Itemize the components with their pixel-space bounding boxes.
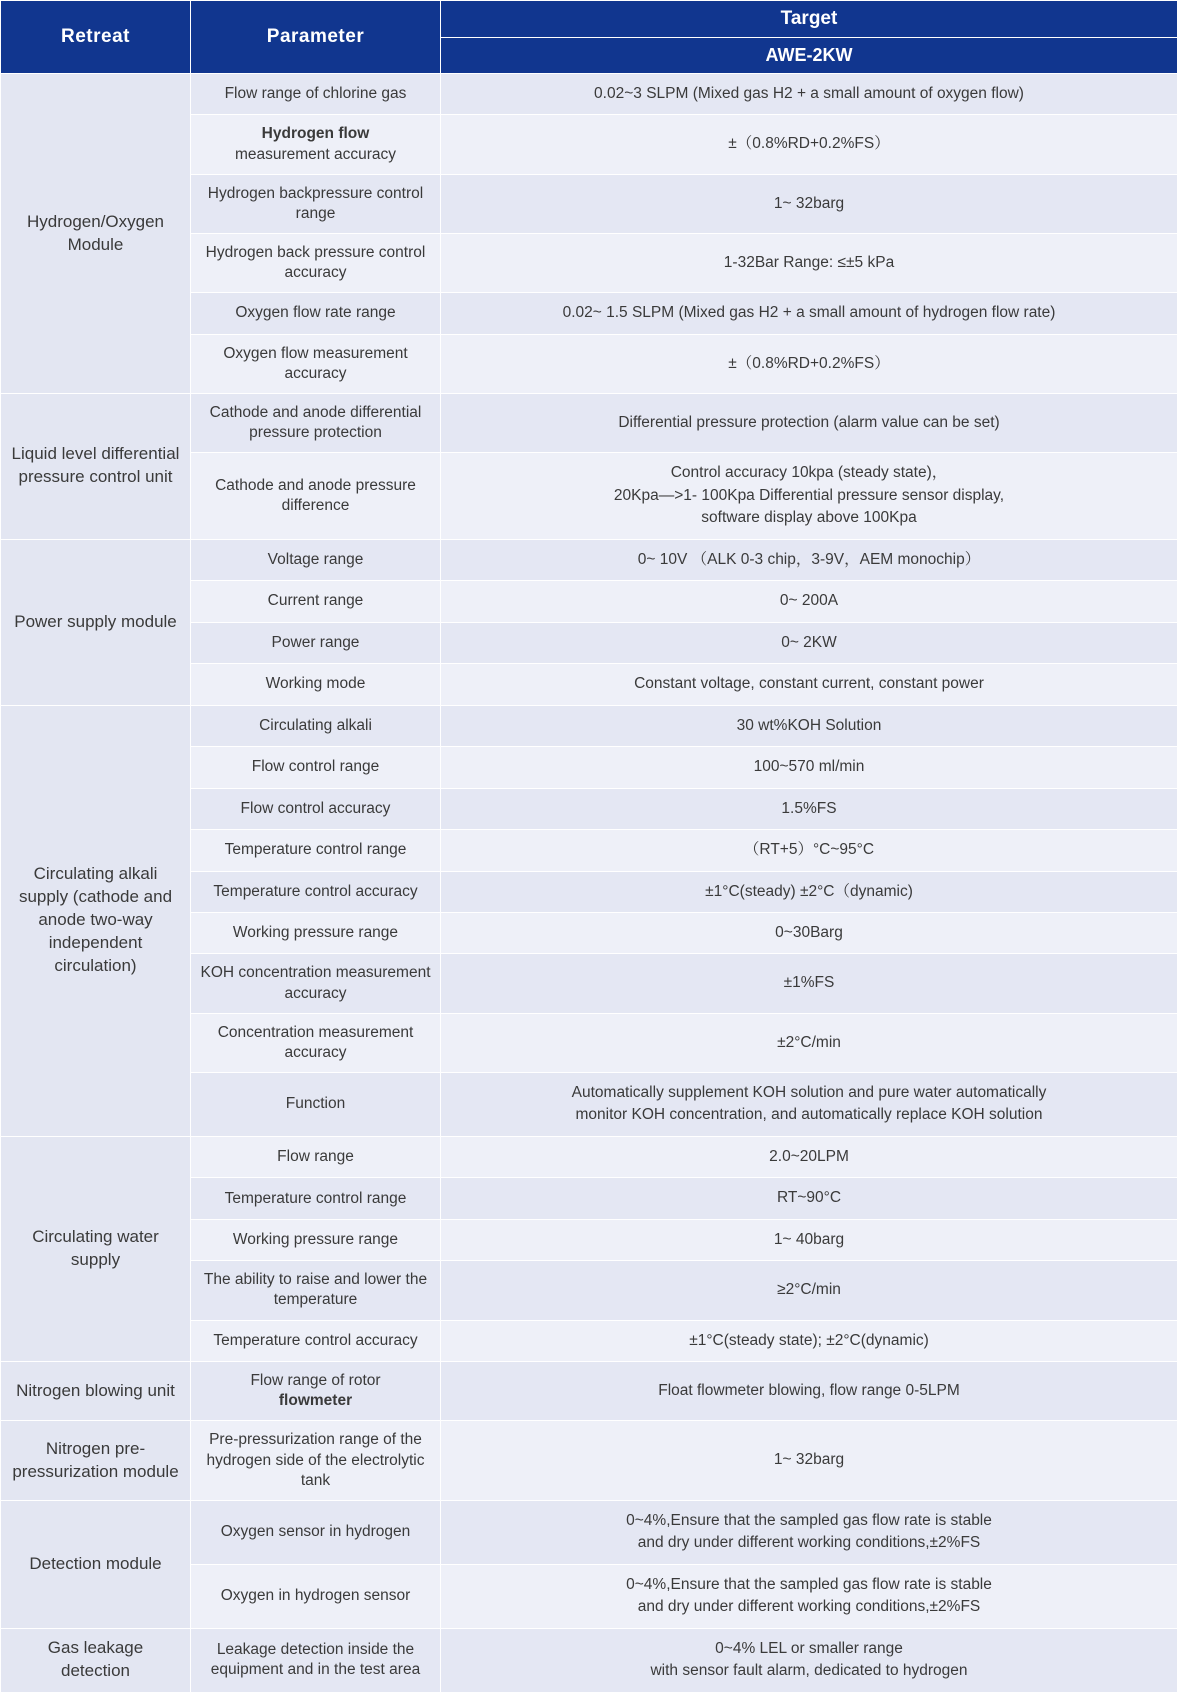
table-row [1, 1362, 1177, 1421]
table-row [1, 74, 1177, 115]
target-value-cell: Automatically supplement KOH solution and pure water automatically monitor KOH concentration, and automatically replace KOH solution [441, 1073, 1177, 1137]
parameter-cell: Flow control accuracy [191, 788, 441, 829]
parameter-cell: Power range [191, 622, 441, 663]
target-value-cell: 100~570 ml/min [441, 747, 1177, 788]
table-row [1, 705, 1177, 746]
retreat-group-cell: Circulating alkali supply (cathode and anode two-way independent circulation) [1, 705, 191, 1136]
table-header [1, 1, 1177, 74]
target-value-cell: 0.02~ 1.5 SLPM (Mixed gas H2 + a small amount of hydrogen flow rate) [441, 293, 1177, 334]
parameter-cell: Current range [191, 581, 441, 622]
parameter-emphasis: Hydrogen flow [262, 125, 370, 142]
retreat-group-cell: Liquid level differential pressure control unit [1, 394, 191, 540]
target-value-cell: ±（0.8%RD+0.2%FS） [441, 334, 1177, 393]
parameter-cell: Concentration measurement accuracy [191, 1013, 441, 1072]
table-row [1, 1500, 1177, 1564]
parameter-cell: Flow control range [191, 747, 441, 788]
parameter-cell: Hydrogen backpressure control range [191, 174, 441, 233]
header-parameter: Parameter [191, 1, 441, 74]
parameter-text: Flow range of rotor [250, 1372, 380, 1389]
parameter-cell: Flow range of chlorine gas [191, 74, 441, 115]
target-value-cell: ±1%FS [441, 954, 1177, 1013]
target-value-cell: ±2°C/min [441, 1013, 1177, 1072]
retreat-group-cell: Hydrogen/Oxygen Module [1, 74, 191, 394]
parameter-cell: Function [191, 1073, 441, 1137]
target-value-cell: RT~90°C [441, 1178, 1177, 1219]
table-body [1, 74, 1177, 1693]
target-value-cell: （RT+5）°C~95°C [441, 830, 1177, 871]
parameter-cell: Temperature control accuracy [191, 1320, 441, 1361]
target-value-cell: 1-32Bar Range: ≤±5 kPa [441, 234, 1177, 293]
table-row [1, 1136, 1177, 1177]
parameter-cell: Circulating alkali [191, 705, 441, 746]
parameter-cell: Oxygen in hydrogen sensor [191, 1564, 441, 1628]
parameter-cell: Voltage range [191, 539, 441, 580]
parameter-cell: Flow range [191, 1136, 441, 1177]
target-value-cell: Float flowmeter blowing, flow range 0-5LPM [441, 1362, 1177, 1421]
target-value-cell: Differential pressure protection (alarm value can be set) [441, 394, 1177, 453]
parameter-cell: Hydrogen back pressure control accuracy [191, 234, 441, 293]
retreat-group-cell: Power supply module [1, 539, 191, 705]
retreat-group-cell: Circulating water supply [1, 1136, 191, 1361]
parameter-cell: Working pressure range [191, 1219, 441, 1260]
table-row [1, 1628, 1177, 1692]
table-row [1, 394, 1177, 453]
target-value-cell: ≥2°C/min [441, 1261, 1177, 1320]
parameter-cell: Oxygen flow rate range [191, 293, 441, 334]
table-row [1, 539, 1177, 580]
retreat-group-cell: Nitrogen blowing unit [1, 1362, 191, 1421]
target-value-cell: Control accuracy 10kpa (steady state)， 20Kpa—>1- 100Kpa Differential pressure sensor display, software display above 100Kpa [441, 453, 1177, 539]
target-value-cell: ±（0.8%RD+0.2%FS） [441, 115, 1177, 174]
parameter-cell: Temperature control accuracy [191, 871, 441, 912]
target-value-cell: ±1°C(steady) ±2°C（dynamic) [441, 871, 1177, 912]
target-value-cell: 1~ 32barg [441, 1421, 1177, 1500]
parameter-cell [191, 1362, 441, 1421]
parameter-cell: Temperature control range [191, 830, 441, 871]
parameter-emphasis: flowmeter [279, 1392, 352, 1409]
target-value-cell: 0~4%,Ensure that the sampled gas flow rate is stable and dry under different working conditions,±2%FS [441, 1564, 1177, 1628]
parameter-cell: Pre-pressurization range of the hydrogen side of the electrolytic tank [191, 1421, 441, 1500]
target-value-cell: 1.5%FS [441, 788, 1177, 829]
target-value-cell: 30 wt%KOH Solution [441, 705, 1177, 746]
parameter-text: measurement accuracy [235, 146, 396, 163]
retreat-group-cell: Detection module [1, 1500, 191, 1628]
parameter-cell: Working mode [191, 664, 441, 705]
target-value-cell: 0~ 200A [441, 581, 1177, 622]
header-target: Target [441, 1, 1177, 38]
parameter-cell: The ability to raise and lower the temperature [191, 1261, 441, 1320]
target-value-cell: 0~4% LEL or smaller range with sensor fault alarm, dedicated to hydrogen [441, 1628, 1177, 1692]
target-value-cell: 0~4%,Ensure that the sampled gas flow rate is stable and dry under different working conditions,±2%FS [441, 1500, 1177, 1564]
parameter-cell: Temperature control range [191, 1178, 441, 1219]
parameter-cell [191, 115, 441, 174]
header-target-model: AWE-2KW [441, 38, 1177, 74]
parameter-cell: Oxygen flow measurement accuracy [191, 334, 441, 393]
table-row [1, 1421, 1177, 1500]
target-value-cell: 0~ 2KW [441, 622, 1177, 663]
target-value-cell: 0.02~3 SLPM (Mixed gas H2 + a small amount of oxygen flow) [441, 74, 1177, 115]
target-value-cell: 0~30Barg [441, 912, 1177, 953]
retreat-group-cell: Gas leakage detection [1, 1628, 191, 1692]
target-value-cell: 0~ 10V （ALK 0-3 chip，3-9V，AEM monochip） [441, 539, 1177, 580]
retreat-group-cell: Nitrogen pre-pressurization module [1, 1421, 191, 1500]
parameter-cell: KOH concentration measurement accuracy [191, 954, 441, 1013]
target-value-cell: 1~ 32barg [441, 174, 1177, 233]
parameter-cell: Oxygen sensor in hydrogen [191, 1500, 441, 1564]
parameter-cell: Working pressure range [191, 912, 441, 953]
parameter-cell: Cathode and anode pressure difference [191, 453, 441, 539]
target-value-cell: ±1°C(steady state); ±2°C(dynamic) [441, 1320, 1177, 1361]
parameter-cell: Cathode and anode differential pressure protection [191, 394, 441, 453]
target-value-cell: Constant voltage, constant current, constant power [441, 664, 1177, 705]
target-value-cell: 1~ 40barg [441, 1219, 1177, 1260]
header-retreat: Retreat [1, 1, 191, 74]
parameter-cell: Leakage detection inside the equipment and in the test area [191, 1628, 441, 1692]
target-value-cell: 2.0~20LPM [441, 1136, 1177, 1177]
